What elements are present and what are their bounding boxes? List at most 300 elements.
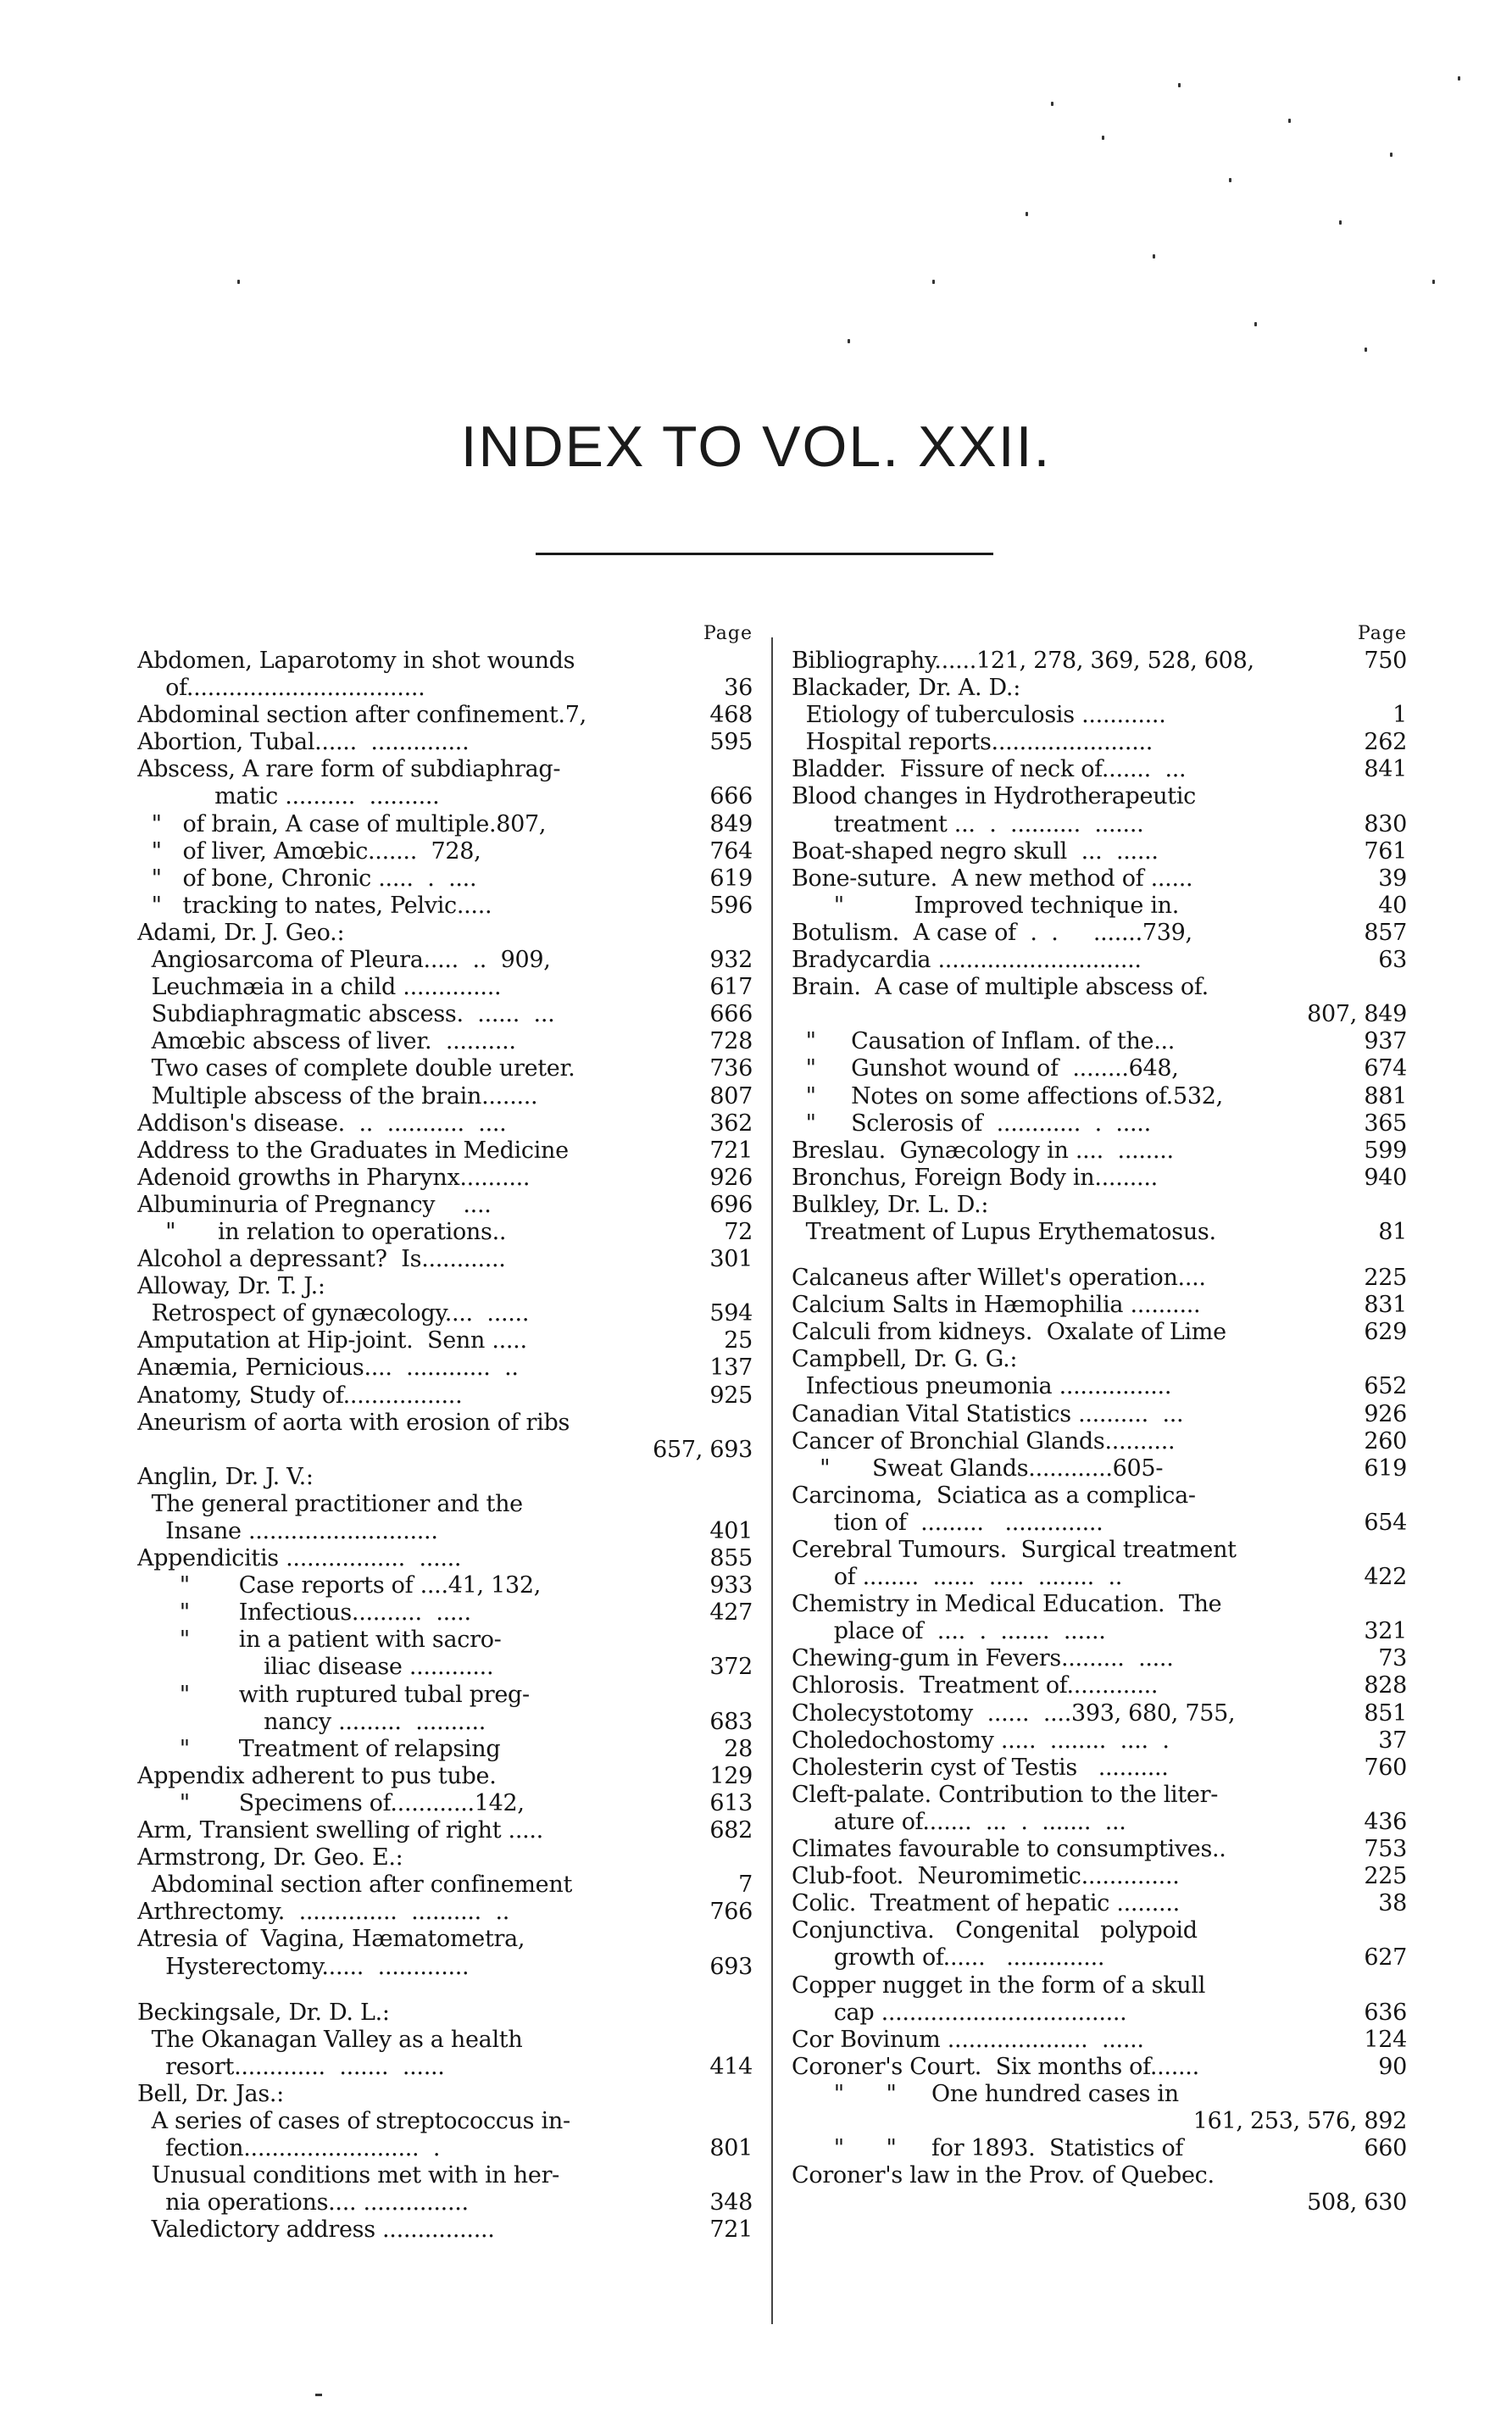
entry-page-numbers: 926 [709, 1164, 753, 1191]
entry-text: Cor Bovinum .................... ...... [792, 2026, 1144, 2053]
index-entry [792, 756, 1407, 783]
index-entry [137, 2189, 753, 2216]
entry-text: Arthrectomy. .............. .......... .. [137, 1899, 510, 1926]
entry-page-numbers: 849 [709, 810, 753, 837]
entry-text: " Treatment of relapsing [137, 1735, 501, 1762]
entry-page-numbers: 225 [1364, 1265, 1407, 1292]
entry-page-numbers: 696 [709, 1191, 753, 1218]
entry-text: Address to the Graduates in Medicine [137, 1137, 569, 1164]
entry-page-numbers: 37 [1378, 1727, 1407, 1754]
index-entry [792, 702, 1407, 729]
index-entry [792, 675, 1407, 702]
index-entry [792, 1401, 1407, 1428]
entry-text: Bradycardia ............................. [792, 947, 1142, 974]
entry-text: Appendicitis ................. ...... [137, 1545, 462, 1572]
index-entry [792, 1482, 1407, 1510]
index-entry [137, 2108, 753, 2135]
index-entry [792, 1727, 1407, 1755]
entry-page-numbers [749, 1464, 753, 1491]
entry-text [137, 1981, 749, 2000]
entry-text: " Gunshot wound of ........648, [792, 1055, 1179, 1082]
entry-text [792, 1001, 1304, 1028]
entry-text: Adenoid growths in Pharynx.......... [137, 1164, 531, 1191]
scan-speck [1339, 220, 1342, 225]
entry-text: Carcinoma, Sciatica as a complica- [792, 1482, 1196, 1509]
index-entry [137, 702, 753, 729]
entry-page-numbers: 617 [709, 974, 753, 1001]
index-entry [137, 2054, 753, 2081]
entry-page-numbers: 362 [709, 1110, 753, 1137]
entry-text: Bone-suture. A new method of ...... [792, 865, 1193, 892]
entry-text: Canadian Vital Statistics .......... ... [792, 1400, 1184, 1427]
entry-text: Anglin, Dr. J. V.: [137, 1463, 314, 1490]
entry-page-numbers: 90 [1378, 2053, 1407, 2080]
index-entry [137, 1981, 753, 2000]
entry-page-numbers: 161, 253, 576, 892 [1192, 2107, 1407, 2134]
index-entry [137, 756, 753, 783]
entry-page-numbers [1404, 974, 1407, 1001]
scan-speck [1288, 119, 1291, 123]
entry-page-numbers: 28 [724, 1735, 753, 1762]
entry-page-numbers: 599 [1364, 1137, 1407, 1164]
entry-page-numbers [749, 1627, 753, 1654]
entry-page-numbers: 508, 630 [1307, 2189, 1407, 2216]
index-entry [137, 1437, 753, 1464]
index-entry [792, 1055, 1407, 1082]
entry-page-numbers: 830 [1364, 810, 1407, 837]
entry-page-numbers: 750 [1364, 648, 1407, 674]
entry-text: " " One hundred cases in [792, 2080, 1179, 2107]
index-entry [137, 1300, 753, 1327]
entry-page-numbers: 728 [709, 1028, 753, 1055]
entry-text: Calculi from kidneys. Oxalate of Lime [792, 1319, 1226, 1346]
entry-text: Abscess, A rare form of subdiaphrag- [137, 756, 561, 783]
index-entry [792, 1755, 1407, 1782]
page-column-header: Page [703, 623, 753, 644]
entry-text: Hospital reports....................... [792, 729, 1153, 756]
index-entry [792, 1645, 1407, 1672]
index-entry [137, 1028, 753, 1055]
entry-text: Valedictory address ................ [137, 2216, 495, 2244]
scan-speck [848, 339, 850, 343]
entry-page-numbers: 636 [1364, 1999, 1407, 2026]
entry-page-numbers: 801 [709, 2135, 753, 2162]
entry-text: Calcaneus after Willet's operation.... [792, 1265, 1206, 1292]
index-entry [792, 2081, 1407, 2108]
index-entry [792, 1292, 1407, 1319]
index-entry [137, 783, 753, 810]
entry-page-numbers: 372 [709, 1654, 753, 1681]
entry-page-numbers: 855 [709, 1545, 753, 1572]
entry-page-numbers: 137 [709, 1354, 753, 1382]
entry-text: Coroner's law in the Prov. of Quebec. [792, 2162, 1215, 2189]
index-entry [137, 1654, 753, 1681]
index-entry [792, 1455, 1407, 1482]
entry-page-numbers: 807 [709, 1082, 753, 1110]
index-entry [137, 2081, 753, 2108]
entry-text: Bell, Dr. Jas.: [137, 2080, 284, 2107]
entry-page-numbers: 683 [709, 1708, 753, 1735]
index-entry [792, 1782, 1407, 1809]
index-entry [792, 1863, 1407, 1890]
entry-page-numbers [749, 1410, 753, 1437]
entry-text: Retrospect of gynæcology.... ...... [137, 1300, 530, 1327]
index-entry [137, 1165, 753, 1192]
index-entry [792, 2135, 1407, 2162]
entry-page-numbers: 940 [1364, 1164, 1407, 1191]
entry-text: " of liver, Amœbic....... 728, [137, 837, 481, 865]
entry-page-numbers: 595 [709, 729, 753, 756]
entry-page-numbers [749, 2162, 753, 2189]
entry-page-numbers: 1 [1392, 702, 1407, 729]
scan-speck [1432, 280, 1435, 284]
scan-speck [1254, 322, 1257, 326]
entry-page-numbers [1404, 1482, 1407, 1510]
entry-page-numbers: 682 [709, 1817, 753, 1844]
entry-page-numbers: 657, 693 [653, 1436, 753, 1463]
scan-speck [1026, 212, 1028, 216]
index-entry [792, 1001, 1407, 1028]
index-entry [792, 1917, 1407, 1944]
entry-page-numbers [1404, 2162, 1407, 2189]
entry-text: cap ................................... [792, 1999, 1127, 2026]
index-entry [792, 2000, 1407, 2027]
entry-text: growth of...... .............. [792, 1944, 1105, 1972]
entry-text: fection......................... . [137, 2135, 441, 2162]
entry-page-numbers [749, 756, 753, 783]
index-entry [137, 811, 753, 838]
index-entry [137, 893, 753, 920]
entry-text: Abdominal section after confinement.7, [137, 702, 586, 729]
index-entry [137, 648, 753, 675]
entry-text: Arm, Transient swelling of right ..... [137, 1817, 543, 1844]
index-entry [137, 729, 753, 756]
entry-page-numbers [749, 2108, 753, 2135]
index-entry [792, 1890, 1407, 1917]
entry-page-numbers [749, 920, 753, 947]
index-entry [137, 1110, 753, 1137]
entry-text: Cleft-palate. Contribution to the liter- [792, 1781, 1219, 1808]
index-entry [792, 2027, 1407, 2054]
entry-page-numbers: 721 [709, 2216, 753, 2244]
index-entry [137, 1817, 753, 1844]
entry-page-numbers: 619 [709, 865, 753, 892]
entry-page-numbers: 627 [1364, 1944, 1407, 1972]
entry-page-numbers: 736 [709, 1055, 753, 1082]
index-entry [137, 1491, 753, 1518]
index-entries-right [792, 648, 1407, 2216]
index-entry [137, 675, 753, 702]
entry-page-numbers: 36 [724, 675, 753, 702]
entry-page-numbers: 925 [709, 1382, 753, 1409]
entry-text: place of .... . ....... ...... [792, 1618, 1106, 1645]
entry-text: Alcohol a depressant? Is............ [137, 1246, 506, 1273]
index-entry [792, 947, 1407, 974]
index-entry [137, 2000, 753, 2027]
index-entry [792, 893, 1407, 920]
entry-page-numbers: 807, 849 [1307, 1001, 1407, 1028]
index-entry [137, 1599, 753, 1627]
entry-page-numbers: 38 [1378, 1890, 1407, 1917]
index-entry [792, 1110, 1407, 1137]
index-entry [792, 783, 1407, 810]
index-entry [792, 1972, 1407, 2000]
entry-page-numbers: 857 [1364, 919, 1407, 946]
entry-text: A series of cases of streptococcus in- [137, 2107, 570, 2134]
index-entry [792, 2108, 1407, 2135]
entry-page-numbers: 262 [1364, 729, 1407, 756]
index-entry [137, 1083, 753, 1110]
entry-page-numbers [749, 1844, 753, 1872]
entry-text: " of bone, Chronic ..... . .... [137, 865, 477, 892]
index-entry [792, 1672, 1407, 1699]
index-entry [137, 1763, 753, 1790]
entry-page-numbers: 652 [1364, 1373, 1407, 1400]
index-entry [792, 1591, 1407, 1618]
entry-page-numbers: 73 [1378, 1645, 1407, 1672]
entry-page-numbers [1404, 1591, 1407, 1618]
entry-page-numbers: 7 [738, 1872, 753, 1899]
entry-text: of ........ ...... ..... ........ .. [792, 1564, 1123, 1591]
index-entry [792, 2189, 1407, 2216]
index-entry [137, 1001, 753, 1028]
index-entry [792, 920, 1407, 947]
entry-text: Multiple abscess of the brain........ [137, 1082, 538, 1110]
index-entry [792, 729, 1407, 756]
entry-page-numbers [1404, 1346, 1407, 1373]
scan-speck [1102, 136, 1104, 140]
index-entry [792, 1809, 1407, 1836]
entry-text: iliac disease ............ [137, 1654, 494, 1681]
entry-page-numbers: 766 [709, 1899, 753, 1926]
entry-text: Campbell, Dr. G. G.: [792, 1346, 1018, 1373]
entry-text: Etiology of tuberculosis ............ [792, 702, 1166, 729]
scan-speck [1229, 178, 1231, 182]
entry-page-numbers: 40 [1378, 892, 1407, 919]
entry-text: Leuchmæia in a child .............. [137, 974, 502, 1001]
entry-text: nia operations.... ............... [137, 2189, 469, 2216]
entry-page-numbers: 129 [709, 1762, 753, 1789]
index-entry [137, 2162, 753, 2189]
entry-text: The Okanagan Valley as a health [137, 2026, 523, 2053]
scan-speck [1178, 83, 1181, 87]
entry-page-numbers: 365 [1364, 1110, 1407, 1137]
entry-text: Abdomen, Laparotomy in shot wounds [137, 648, 575, 674]
entry-text: The general practitioner and the [137, 1490, 523, 1517]
index-entry [137, 1410, 753, 1437]
index-entry [137, 1246, 753, 1273]
index-entry [792, 1028, 1407, 1055]
index-entry [792, 1265, 1407, 1292]
entry-text: Cerebral Tumours. Surgical treatment [792, 1537, 1237, 1563]
index-entry [792, 1137, 1407, 1165]
index-entry [137, 1926, 753, 1953]
entry-page-numbers [749, 2000, 753, 2027]
index-entry [137, 1844, 753, 1872]
index-entry [137, 920, 753, 947]
index-entry [137, 2027, 753, 2054]
index-entry [792, 1700, 1407, 1727]
entry-page-numbers: 674 [1364, 1055, 1407, 1082]
entry-text: Conjunctiva. Congenital polypoid [792, 1917, 1198, 1944]
entry-text: Angiosarcoma of Pleura..... .. 909, [137, 947, 551, 974]
entry-text: " Specimens of............142, [137, 1789, 525, 1816]
entry-page-numbers [1404, 1782, 1407, 1809]
index-entry [792, 1836, 1407, 1863]
entry-text: " Notes on some affections of.532, [792, 1082, 1223, 1110]
entry-page-numbers: 761 [1364, 837, 1407, 865]
entry-text: resort............. ....... ...... [137, 2053, 445, 2080]
index-entry [137, 1137, 753, 1165]
entry-text: tion of ......... .............. [792, 1509, 1103, 1536]
entry-text: Boat-shaped negro skull ... ...... [792, 837, 1159, 865]
entry-text: Appendix adherent to pus tube. [137, 1762, 497, 1789]
entry-page-numbers: 764 [709, 837, 753, 865]
entry-page-numbers: 401 [709, 1518, 753, 1544]
index-entry [137, 1354, 753, 1382]
entry-text: Climates favourable to consumptives.. [792, 1836, 1226, 1863]
index-entry [137, 1327, 753, 1354]
entry-page-numbers [749, 1491, 753, 1518]
entry-page-numbers: 427 [709, 1599, 753, 1627]
title-rule [536, 553, 993, 555]
entry-text: Amputation at Hip-joint. Senn ..... [137, 1327, 527, 1354]
entry-text: Breslau. Gynæcology in .... ........ [792, 1137, 1174, 1164]
entry-page-numbers: 348 [709, 2189, 753, 2216]
entry-text: Anatomy, Study of................. [137, 1382, 463, 1409]
entry-text: " in a patient with sacro- [137, 1627, 502, 1654]
entry-text: Bulkley, Dr. L. D.: [792, 1191, 989, 1218]
entry-text: Unusual conditions met with in her- [137, 2162, 559, 2189]
index-entry [137, 1055, 753, 1082]
entry-text: " Sweat Glands............605- [792, 1454, 1164, 1482]
entry-text: Anæmia, Pernicious.... ............ .. [137, 1354, 519, 1382]
index-entry [137, 2135, 753, 2162]
entry-page-numbers: 321 [1364, 1618, 1407, 1645]
entry-page-numbers: 436 [1364, 1808, 1407, 1835]
scan-speck [1051, 102, 1053, 106]
index-entry [137, 1545, 753, 1572]
entry-page-numbers [749, 2027, 753, 2054]
entry-text: Subdiaphragmatic abscess. ...... ... [137, 1001, 555, 1028]
index-entry [137, 1219, 753, 1246]
index-entry [792, 865, 1407, 893]
index-entry [792, 1083, 1407, 1110]
page-column-header: Page [1357, 623, 1407, 644]
entry-page-numbers: 596 [709, 892, 753, 919]
index-column-right [792, 620, 1407, 2216]
column-divider [771, 637, 773, 2324]
entry-page-numbers: 39 [1378, 865, 1407, 892]
entry-page-numbers [1404, 1972, 1407, 2000]
entry-page-numbers: 619 [1364, 1454, 1407, 1482]
entry-page-numbers: 721 [709, 1137, 753, 1164]
entry-page-numbers: 660 [1364, 2135, 1407, 2162]
entry-text: Bibliography......121, 278, 369, 528, 608, [792, 648, 1254, 674]
entry-text: " of brain, A case of multiple.807, [137, 810, 547, 837]
entry-page-numbers [1404, 1537, 1407, 1564]
entry-text: Abortion, Tubal...... .............. [137, 729, 470, 756]
index-entry [137, 1572, 753, 1599]
entry-page-numbers [749, 1926, 753, 1953]
entry-text: Cholecystotomy ...... ....393, 680, 755, [792, 1699, 1236, 1727]
entry-page-numbers: 468 [709, 702, 753, 729]
entry-text [792, 1246, 1404, 1265]
entry-text: Blood changes in Hydrotherapeutic [792, 783, 1196, 810]
scan-speck [1153, 254, 1155, 259]
footer-dash [315, 2394, 322, 2396]
index-entry [137, 1382, 753, 1410]
entry-text: " in relation to operations.. [137, 1218, 507, 1245]
index-entry [137, 865, 753, 893]
entry-text: Beckingsale, Dr. D. L.: [137, 1999, 390, 2026]
index-entry [792, 1428, 1407, 1455]
entry-text [137, 1437, 649, 1464]
entry-text: treatment ... . .......... ....... [792, 810, 1144, 837]
entry-text: " Improved technique in. [792, 892, 1180, 919]
entry-page-numbers: 63 [1378, 947, 1407, 974]
entry-page-numbers: 932 [709, 947, 753, 974]
entry-text: Choledochostomy ..... ........ .... . [792, 1727, 1170, 1754]
index-entry [137, 974, 753, 1001]
entry-page-numbers: 693 [709, 1953, 753, 1980]
scan-speck [237, 280, 240, 284]
entry-text: Chlorosis. Treatment of............. [792, 1672, 1159, 1699]
entry-text: " Sclerosis of ............ . ..... [792, 1110, 1151, 1137]
entry-text: Colic. Treatment of hepatic ......... [792, 1890, 1180, 1917]
entry-text: Infectious pneumonia ................ [792, 1373, 1172, 1400]
entry-text: Aneurism of aorta with erosion of ribs [137, 1409, 570, 1436]
index-entry [792, 1373, 1407, 1400]
entry-text: Two cases of complete double ureter. [137, 1055, 575, 1082]
index-entry [137, 1736, 753, 1763]
entry-text: Addison's disease. .. ........... .... [137, 1110, 507, 1137]
index-entry [792, 974, 1407, 1001]
entry-text: Bronchus, Foreign Body in......... [792, 1164, 1158, 1191]
entry-page-numbers [1404, 675, 1407, 702]
entry-text [792, 2189, 1304, 2216]
index-entry [792, 1165, 1407, 1192]
entry-text: of.................................. [137, 675, 425, 702]
entry-page-numbers: 933 [709, 1572, 753, 1599]
entry-page-numbers: 225 [1364, 1863, 1407, 1890]
index-entry [792, 2054, 1407, 2081]
index-entry [137, 1899, 753, 1926]
entry-page-numbers: 666 [709, 783, 753, 810]
entry-page-numbers: 753 [1364, 1836, 1407, 1863]
entry-page-numbers: 828 [1364, 1672, 1407, 1699]
scan-speck [1390, 153, 1392, 157]
entry-page-numbers: 666 [709, 1001, 753, 1028]
index-entry [137, 2216, 753, 2244]
index-entry [137, 1464, 753, 1491]
index-entry [137, 1682, 753, 1709]
index-entry [137, 838, 753, 865]
entry-page-numbers: 613 [709, 1789, 753, 1816]
entry-text: Insane ........................... [137, 1518, 438, 1544]
scan-speck [932, 280, 935, 284]
entry-page-numbers: 25 [724, 1327, 753, 1354]
entry-text: Chemistry in Medical Education. The [792, 1591, 1222, 1618]
scan-speck [1365, 348, 1367, 352]
entry-text: Blackader, Dr. A. D.: [792, 675, 1021, 702]
entry-text: " tracking to nates, Pelvic..... [137, 892, 492, 919]
index-entry [137, 1518, 753, 1545]
entry-page-numbers: 831 [1364, 1292, 1407, 1319]
entry-text: Alloway, Dr. T. J.: [137, 1273, 325, 1300]
index-entry [792, 838, 1407, 865]
entry-text: Club-foot. Neuromimetic.............. [792, 1863, 1180, 1890]
